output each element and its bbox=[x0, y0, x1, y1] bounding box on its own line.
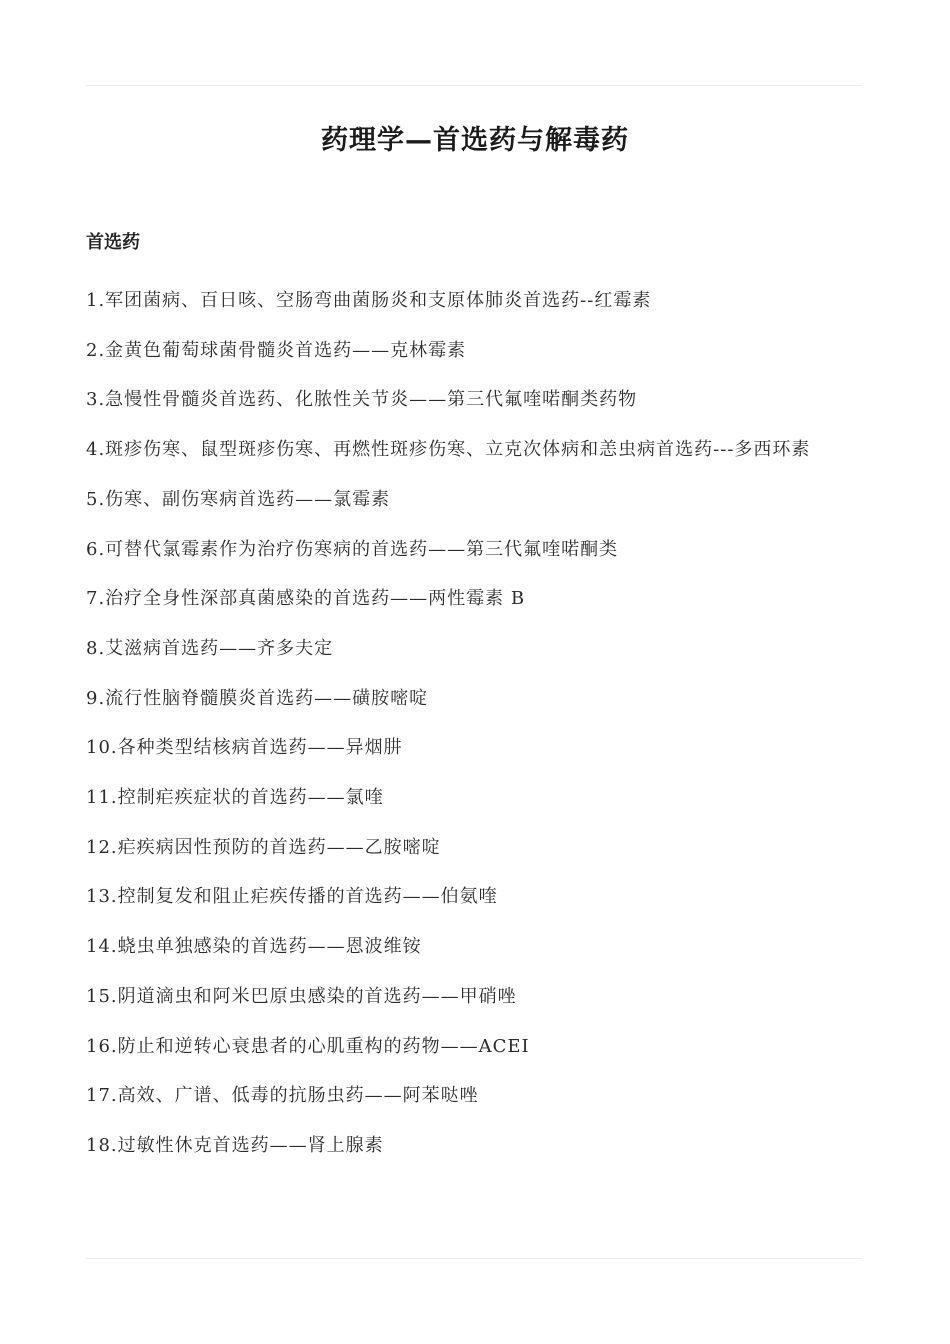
list-item: 10.各种类型结核病首选药——异烟肼 bbox=[86, 737, 403, 759]
page-title: 药理学—首选药与解毒药 bbox=[321, 125, 629, 156]
list-item: 12.疟疾病因性预防的首选药——乙胺嘧啶 bbox=[86, 836, 441, 858]
top-divider bbox=[86, 85, 862, 86]
list-item: 16.防止和逆转心衰患者的心肌重构的药物——ACEI bbox=[86, 1035, 530, 1057]
list-item: 18.过敏性休克首选药——肾上腺素 bbox=[86, 1134, 384, 1156]
list-item: 7.治疗全身性深部真菌感染的首选药——两性霉素 B bbox=[86, 588, 526, 610]
list-item: 15.阴道滴虫和阿米巴原虫感染的首选药——甲硝唑 bbox=[86, 985, 517, 1007]
drug-list bbox=[86, 276, 866, 1171]
list-item: 17.高效、广谱、低毒的抗肠虫药——阿苯哒唑 bbox=[86, 1085, 479, 1107]
list-item: 9.流行性脑脊髓膜炎首选药——磺胺嘧啶 bbox=[86, 687, 429, 709]
list-item: 13.控制复发和阻止疟疾传播的首选药——伯氨喹 bbox=[86, 886, 498, 908]
section-heading: 首选药 bbox=[86, 232, 140, 253]
list-item: 14.蛲虫单独感染的首选药——恩波维铵 bbox=[86, 936, 422, 958]
list-item: 8.艾滋病首选药——齐多夫定 bbox=[86, 637, 334, 659]
list-item: 6.可替代氯霉素作为治疗伤寒病的首选药——第三代氟喹喏酮类 bbox=[86, 538, 619, 560]
list-item: 11.控制疟疾症状的首选药——氯喹 bbox=[86, 787, 384, 809]
list-item: 5.伤寒、副伤寒病首选药——氯霉素 bbox=[86, 488, 391, 510]
list-item: 2.金黄色葡萄球菌骨髓炎首选药——克林霉素 bbox=[86, 339, 467, 361]
list-item: 1.军团菌病、百日咳、空肠弯曲菌肠炎和支原体肺炎首选药--红霉素 bbox=[86, 290, 652, 311]
bottom-divider bbox=[86, 1258, 862, 1259]
list-item: 3.急慢性骨髓炎首选药、化脓性关节炎——第三代氟喹喏酮类药物 bbox=[86, 389, 638, 411]
list-item: 4.斑疹伤寒、鼠型斑疹伤寒、再燃性斑疹伤寒、立克次体病和恙虫病首选药---多西环素 bbox=[86, 439, 811, 461]
